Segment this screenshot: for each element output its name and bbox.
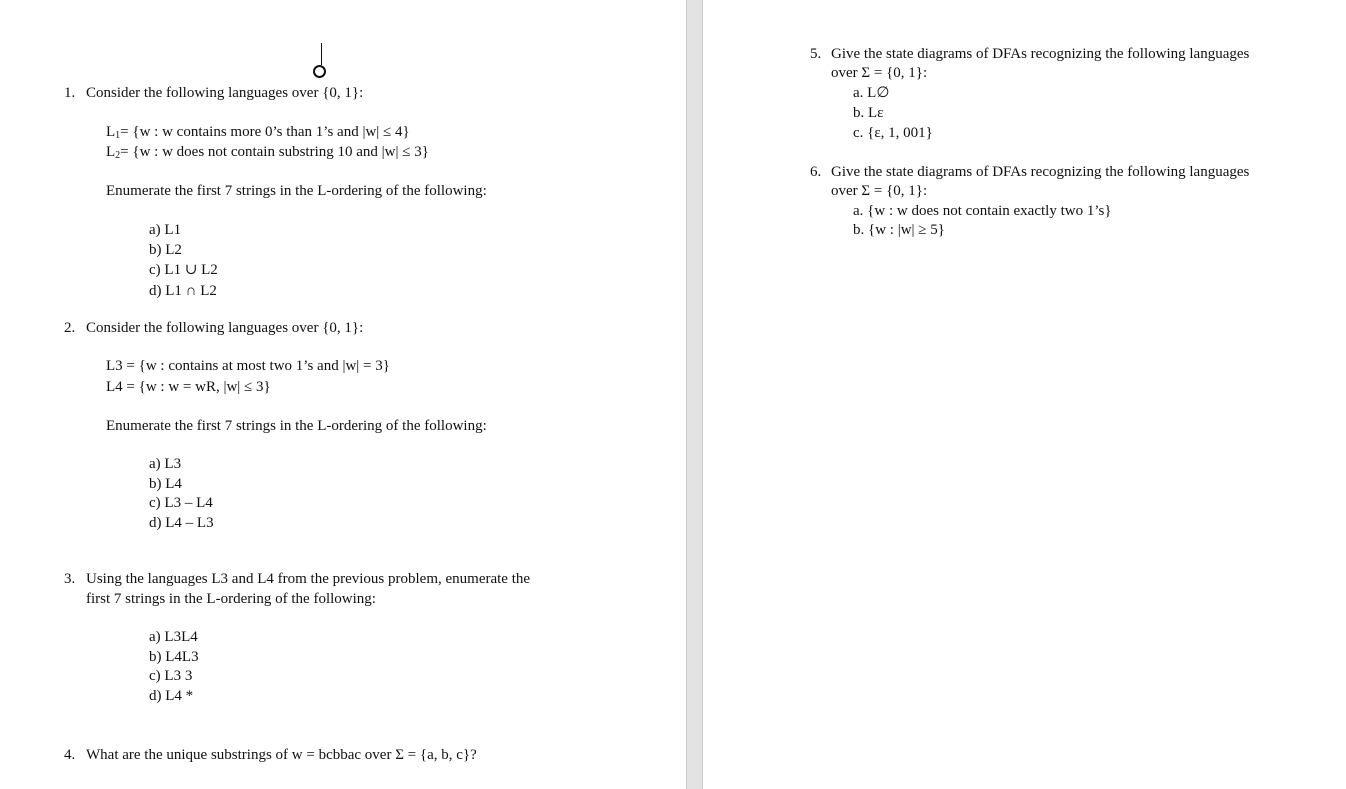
q5-line2: over Σ = {0, 1}: xyxy=(831,65,928,81)
q2-item-a: a) L3 xyxy=(149,456,182,472)
q2-instruction: Enumerate the first 7 strings in the L-ordering of the following: xyxy=(106,418,487,434)
page-gutter xyxy=(686,0,703,789)
q3-item-b: b) L4L3 xyxy=(149,649,199,665)
q2-prompt: Consider the following languages over {0, 1}: xyxy=(86,320,364,336)
q6-number: 6. xyxy=(810,164,822,180)
q4-number: 4. xyxy=(64,747,76,763)
q2-def-l3: L3 = {w : contains at most two 1’s and |w| = 3} xyxy=(106,358,390,374)
q1-def-l1: $L_1= \{w$ : w contains more 0’s than 1’s and |w| ≤ 4} xyxy=(106,124,410,141)
q1-instruction: Enumerate the first 7 strings in the L-ordering of the following: xyxy=(106,183,487,199)
q5-item-b: b. Lε xyxy=(853,105,884,121)
q2-item-b: b) L4 xyxy=(149,476,182,492)
q5-number: 5. xyxy=(810,46,822,62)
q6-line2: over Σ = {0, 1}: xyxy=(831,183,928,199)
q1-number: 1. xyxy=(64,85,76,101)
q2-item-d: d) L4 – L3 xyxy=(149,515,214,531)
document-page-right xyxy=(703,0,1346,789)
q5-item-c: c. {ε, 1, 001} xyxy=(853,125,933,141)
q3-item-c: c) L3 3 xyxy=(149,668,193,684)
text-cursor-icon xyxy=(321,43,322,65)
q3-number: 3. xyxy=(64,571,76,587)
q3-line2: first 7 strings in the L-ordering of the following: xyxy=(86,591,376,607)
q1-item-c: c) L1 ∪ L2 xyxy=(149,262,218,278)
q1-item-a: a) L1 xyxy=(149,222,182,238)
q2-def-l4: L4 = {w : w = wR, |w| ≤ 3} xyxy=(106,379,271,395)
q1-def-l2: $L_2= \{w$ : w does not contain substring 10 and |w| ≤ 3} xyxy=(106,144,429,161)
q6-item-b: b. {w : |w| ≥ 5} xyxy=(853,222,945,238)
q1-item-b: b) L2 xyxy=(149,242,182,258)
q6-line1: Give the state diagrams of DFAs recognizing the following languages xyxy=(831,164,1250,180)
q4-text: What are the unique substrings of w = bcbbac over Σ = {a, b, c}? xyxy=(86,747,477,763)
q2-number: 2. xyxy=(64,320,76,336)
q5-item-a: a. L∅ xyxy=(853,85,890,101)
q3-item-d: d) L4 * xyxy=(149,688,194,704)
text-cursor-ring xyxy=(313,65,326,78)
q2-item-c: c) L3 – L4 xyxy=(149,495,213,511)
q3-item-a: a) L3L4 xyxy=(149,629,198,645)
q1-prompt: Consider the following languages over {0, 1}: xyxy=(86,85,364,101)
q5-line1: Give the state diagrams of DFAs recognizing the following languages xyxy=(831,46,1250,62)
q6-item-a: a. {w : w does not contain exactly two 1’s} xyxy=(853,203,1112,219)
q3-line1: Using the languages L3 and L4 from the previous problem, enumerate the xyxy=(86,571,531,587)
q1-item-d: d) L1 ∩ L2 xyxy=(149,283,217,299)
